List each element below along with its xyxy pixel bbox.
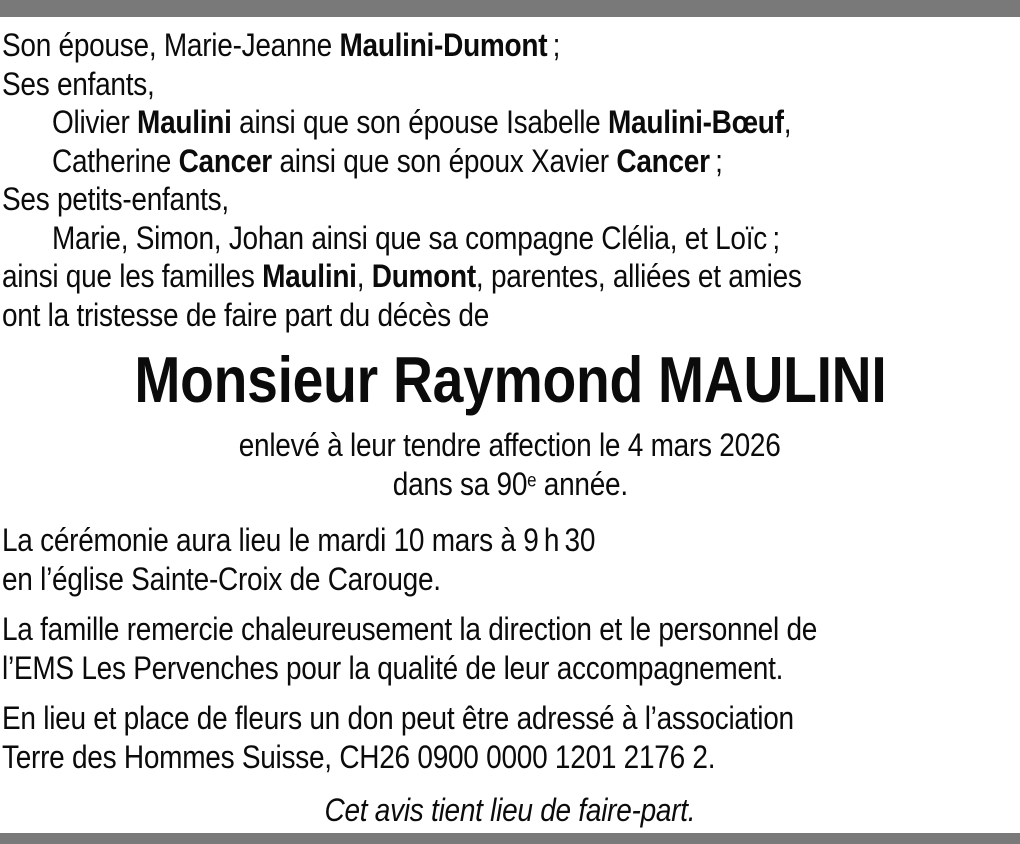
segment-text: ainsi que son époux Xavier (271, 142, 617, 179)
segment-text: , parentes, alliées et amies (475, 258, 802, 294)
segment-text: , (356, 258, 372, 294)
segment-text: Marie, Simon, Johan ainsi que sa compagne Clélia, et Loïc ; (52, 219, 780, 256)
text-line (0, 465, 1020, 504)
segment-text: Olivier (52, 104, 138, 140)
ceremony-paragraph (0, 521, 1020, 599)
text-line-content (2, 738, 715, 777)
death-info-block (0, 426, 1020, 504)
closing-line-text: Cet avis tient lieu de faire-part. (324, 792, 696, 828)
segment-text: Son épouse, Marie-Jeanne (2, 27, 340, 63)
text-line (2, 738, 1020, 777)
text-line-content (392, 465, 627, 504)
text-line (2, 26, 1020, 65)
text-line-content (2, 521, 595, 560)
top-separator-bar (0, 0, 1020, 17)
notice-content (0, 17, 1020, 830)
segment-text: ; (709, 142, 723, 179)
text-line-content (2, 296, 489, 335)
donation-paragraph (0, 699, 1020, 777)
text-line (2, 257, 1020, 296)
text-line-content (2, 257, 802, 296)
family-name-text: Maulini (137, 104, 232, 140)
text-line (2, 560, 1020, 599)
text-line (2, 142, 1020, 181)
closing-line (0, 791, 1020, 830)
family-name-text: Cancer (178, 142, 272, 179)
segment-text: Terre des Hommes Suisse, CH26 0900 0000 1201 2176 2. (2, 739, 716, 775)
segment-text: e (526, 470, 536, 492)
segment-text: enlevé à leur tendre affection le 4 mars 2026 (239, 427, 781, 463)
text-line-content (239, 426, 781, 465)
family-name-text: Maulini-Dumont (339, 27, 548, 63)
family-name-text: Cancer (616, 142, 710, 179)
text-line (2, 65, 1020, 104)
text-line-content (52, 103, 791, 142)
text-line (2, 699, 1020, 738)
family-name-text: Dumont (371, 258, 476, 294)
segment-text: La famille remercie chaleureusement la direction et le personnel de (2, 611, 818, 647)
text-line (2, 610, 1020, 649)
segment-text: Ses petits-enfants, (2, 181, 229, 217)
text-line-content (2, 65, 155, 104)
segment-text: dans sa 90 (392, 466, 527, 502)
segment-text: Ses enfants, (2, 65, 155, 102)
thanks-paragraph (0, 610, 1020, 688)
text-line-content (2, 26, 560, 65)
text-line-content (2, 560, 441, 599)
segment-text: ont la tristesse de faire part du décès de (2, 296, 490, 333)
text-line (2, 103, 1020, 142)
text-line-content (2, 699, 794, 738)
text-line (2, 649, 1020, 688)
text-line-content (52, 142, 723, 181)
deceased-name-heading (0, 344, 1020, 416)
segment-text: En lieu et place de fleurs un don peut être adressé à l’association (2, 700, 794, 736)
segment-text: , (783, 104, 792, 140)
text-line (2, 180, 1020, 219)
segment-text: ; (547, 27, 561, 63)
text-line-content (2, 180, 229, 219)
text-line-content (52, 219, 780, 258)
segment-text: La cérémonie aura lieu le mardi 10 mars à 9 h 30 (2, 522, 596, 558)
segment-text: en l’église Sainte-Croix de Carouge. (2, 561, 441, 597)
bottom-separator-bar (0, 833, 1020, 844)
segment-text: l’EMS Les Pervenches pour la qualité de leur accompagnement. (2, 650, 784, 686)
deceased-name-text: Monsieur Raymond MAULINI (133, 343, 887, 416)
text-line (2, 296, 1020, 335)
family-name-text: Maulini-Bœuf (607, 104, 784, 140)
segment-text: année. (535, 466, 628, 502)
segment-text: ainsi que les familles (2, 258, 263, 294)
text-line (2, 219, 1020, 258)
text-line-content (2, 610, 817, 649)
text-line-content (2, 649, 783, 688)
segment-text: ainsi que son épouse Isabelle (231, 104, 608, 140)
family-name-text: Maulini (262, 258, 357, 294)
segment-text: Catherine (52, 142, 179, 179)
family-announcement-block (0, 26, 1020, 334)
text-line (2, 521, 1020, 560)
text-line (0, 426, 1020, 465)
